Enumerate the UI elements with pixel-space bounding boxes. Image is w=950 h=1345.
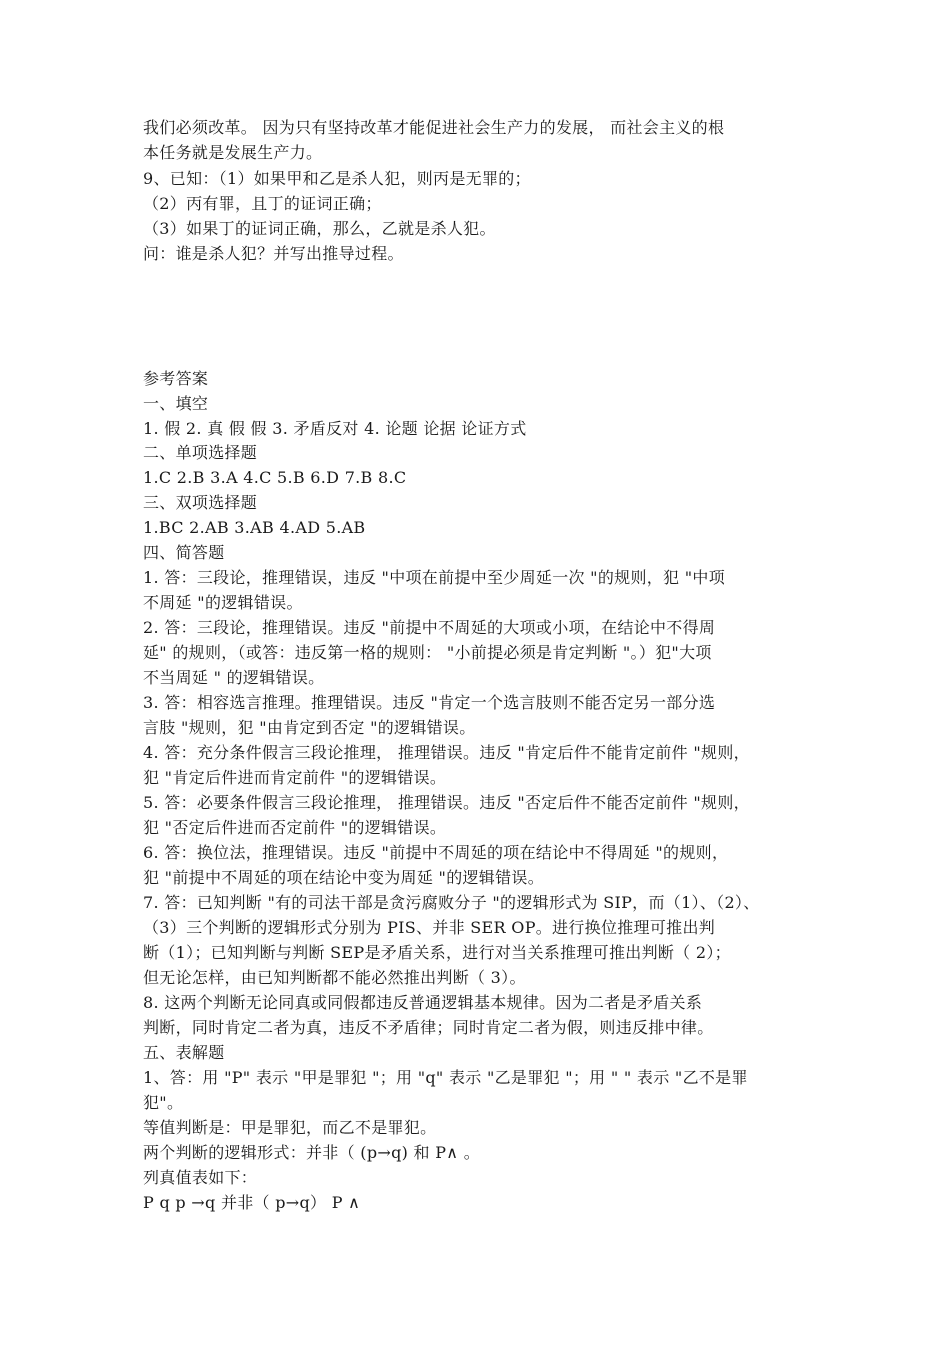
text-line: 问：谁是杀人犯？并写出推导过程。 (143, 244, 404, 263)
text-line: 犯 "前提中不周延的项在结论中变为周延 "的逻辑错误。 (143, 868, 544, 887)
text-line: 言肢 "规则，犯 "由肯定到否定 "的逻辑错误。 (143, 718, 476, 737)
text-line: 3. 答：相容选言推理。推理错误。违反 "肯定一个选言肢则不能否定另一部分选 (143, 693, 716, 712)
text-line: 不当周延 " 的逻辑错误。 (143, 668, 325, 687)
section-heading: 参考答案 (143, 369, 209, 388)
text-line: 8. 这两个判断无论同真或同假都违反普通逻辑基本规律。因为二者是矛盾关系 (143, 993, 703, 1012)
text-line: 2. 答：三段论，推理错误。违反 "前提中不周延的大项或小项，在结论中不得周 (143, 618, 716, 637)
text-line: 等值判断是：甲是罪犯，而乙不是罪犯。 (143, 1118, 437, 1137)
text-line: 1. 假 2. 真 假 假 3. 矛盾反对 4. 论题 论据 论证方式 (143, 419, 527, 438)
text-line: 1.C 2.B 3.A 4.C 5.B 6.D 7.B 8.C (143, 468, 407, 487)
text-line: 6. 答：换位法，推理错误。违反 "前提中不周延的项在结论中不得周延 "的规则， (143, 843, 729, 862)
text-line: 犯 "肯定后件进而肯定前件 "的逻辑错误。 (143, 768, 447, 787)
text-line: 犯 "否定后件进而否定前件 "的逻辑错误。 (143, 818, 447, 837)
section-heading: 二、单项选择题 (143, 443, 258, 462)
text-line: 两个判断的逻辑形式：并非（ (p→q) 和 P∧ 。 (143, 1143, 480, 1162)
text-line: 本任务就是发展生产力。 (143, 143, 323, 162)
text-line: 1.BC 2.AB 3.AB 4.AD 5.AB (143, 518, 366, 537)
text-line: 9、已知：（1）如果甲和乙是杀人犯，则丙是无罪的； (143, 169, 531, 188)
section-heading: 五、表解题 (143, 1043, 225, 1062)
text-line: 1. 答：三段论，推理错误，违反 "中项在前提中至少周延一次 "的规则，犯 "中项 (143, 568, 725, 587)
section-heading: 四、简答题 (143, 543, 225, 562)
text-line: 不周延 "的逻辑错误。 (143, 593, 303, 612)
text-line: 但无论怎样，由已知判断都不能必然推出判断（ 3）。 (143, 968, 526, 987)
text-line: 我们必须改革。 因为只有坚持改革才能促进社会生产力的发展， 而社会主义的根 (143, 118, 725, 137)
text-line: （2）丙有罪，且丁的证词正确； (143, 194, 382, 213)
text-line: 5. 答：必要条件假言三段论推理， 推理错误。违反 "否定后件不能否定前件 "规则， (143, 793, 750, 812)
section-heading: 三、双项选择题 (143, 493, 258, 512)
text-line: 延" 的规则，（或答：违反第一格的规则： "小前提必须是肯定判断 "。）犯"大项 (143, 643, 712, 662)
text-line: 断（1）；已知判断与判断 SEP是矛盾关系，进行对当关系推理可推出判断（ 2）； (143, 943, 731, 962)
text-line: （3）如果丁的证词正确，那么，乙就是杀人犯。 (143, 219, 496, 238)
text-line: 判断，同时肯定二者为真，违反不矛盾律；同时肯定二者为假，则违反排中律。 (143, 1018, 714, 1037)
text-line: 犯"。 (143, 1093, 184, 1112)
text-line: P q p →q 并非（ p→q） P ∧ (143, 1193, 361, 1212)
text-line: （3）三个判断的逻辑形式分别为 PIS、并非 SER OP。进行换位推理可推出判 (143, 918, 716, 937)
text-line: 1、答：用 "P" 表示 "甲是罪犯 "；用 "q" 表示 "乙是罪犯 "；用 " " 表示 "乙不是罪 (143, 1068, 748, 1087)
text-line: 4. 答：充分条件假言三段论推理， 推理错误。违反 "肯定后件不能肯定前件 "规则， (143, 743, 750, 762)
section-heading: 一、填空 (143, 394, 209, 413)
text-line: 列真值表如下： (143, 1168, 258, 1187)
text-line: 7. 答：已知判断 "有的司法干部是贪污腐败分子 "的逻辑形式为 SIP，而（1）、（2）、 (143, 893, 760, 912)
